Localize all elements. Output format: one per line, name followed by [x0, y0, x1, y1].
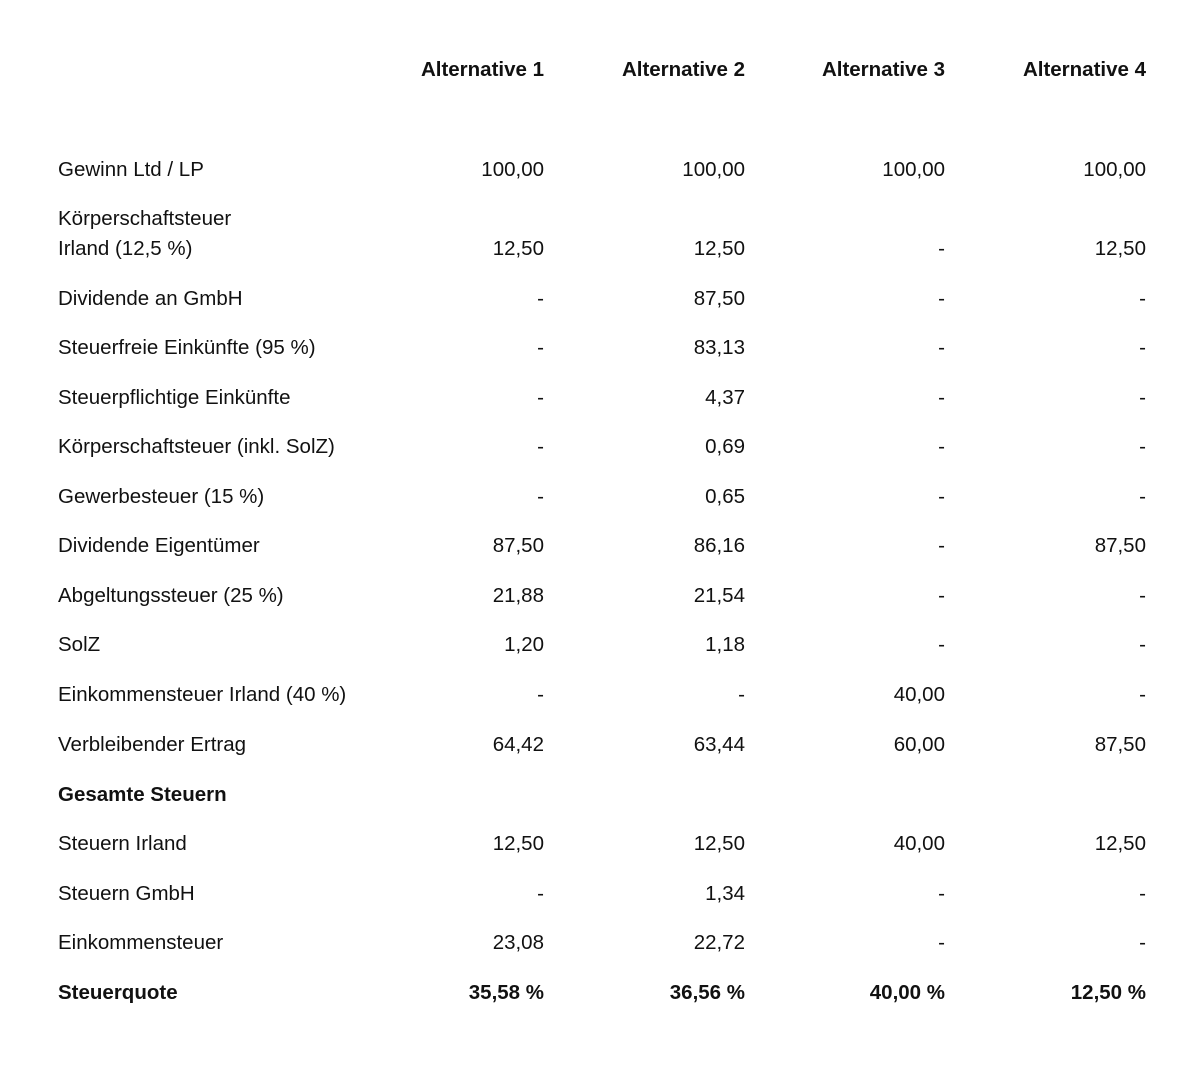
row-value-alt-4: -: [1139, 931, 1146, 954]
row-value-alt-3: -: [938, 485, 945, 508]
row-label: SolZ: [58, 633, 101, 656]
row-value-alt-3: -: [938, 435, 945, 458]
row-value-alt-2: 83,13: [693, 336, 745, 359]
row-value-alt-4: 87,50: [1094, 534, 1146, 557]
row-label: Gewerbesteuer (15 %): [58, 485, 265, 508]
row-value-alt-4: -: [1139, 287, 1146, 310]
row-value-alt-4: 87,50: [1094, 733, 1146, 756]
row-value-alt-1: 1,20: [504, 633, 544, 656]
row-value-alt-1: 12,50: [492, 832, 544, 855]
row-value-alt-2: -: [738, 683, 745, 706]
row-value-alt-2: 86,16: [693, 534, 745, 557]
row-label: Einkommensteuer Irland (40 %): [58, 683, 347, 706]
table-header: [0, 58, 1202, 86]
row-value-alt-4: 12,50: [1094, 832, 1146, 855]
row-value-alt-2: 1,34: [705, 882, 745, 905]
row-value-alt-3: -: [938, 931, 945, 954]
row-value-alt-2: 21,54: [693, 584, 745, 607]
row-value-alt-4: -: [1139, 584, 1146, 607]
row-value-alt-1: -: [537, 683, 544, 706]
row-value-alt-3: 40,00: [893, 832, 945, 855]
row-value-alt-4: -: [1139, 386, 1146, 409]
row-label: Verbleibender Ertrag: [58, 733, 247, 756]
row-label: Steuerfreie Einkünfte (95 %): [58, 336, 316, 359]
row-value-alt-2: 87,50: [693, 287, 745, 310]
row-value-alt-4: -: [1139, 485, 1146, 508]
row-label: Steuern GmbH: [58, 882, 195, 905]
row-value-alt-1: 12,50: [492, 237, 544, 260]
row-value-alt-3: -: [938, 237, 945, 260]
row-value-alt-4: -: [1139, 336, 1146, 359]
row-value-alt-3: 40,00 %: [869, 981, 945, 1004]
row-value-alt-3: -: [938, 584, 945, 607]
row-value-alt-1: -: [537, 287, 544, 310]
row-value-alt-2: 63,44: [693, 733, 745, 756]
row-value-alt-2: 0,69: [705, 435, 745, 458]
row-value-alt-1: 35,58 %: [468, 981, 544, 1004]
row-value-alt-4: -: [1139, 683, 1146, 706]
row-value-alt-3: -: [938, 633, 945, 656]
row-value-alt-1: 87,50: [492, 534, 544, 557]
row-value-alt-2: 0,65: [705, 485, 745, 508]
row-value-alt-1: 64,42: [492, 733, 544, 756]
column-header-alternative-1: Alternative 1: [420, 58, 544, 81]
row-value-alt-1: -: [537, 386, 544, 409]
row-label: Dividende Eigentümer: [58, 534, 260, 557]
row-value-alt-1: 23,08: [492, 931, 544, 954]
row-value-alt-3: 40,00: [893, 683, 945, 706]
row-value-alt-4: 12,50 %: [1070, 981, 1146, 1004]
row-value-alt-2: 12,50: [693, 832, 745, 855]
row-value-alt-2: 22,72: [693, 931, 745, 954]
row-value-alt-1: -: [537, 485, 544, 508]
row-label-line-2: Irland (12,5 %): [58, 237, 193, 260]
row-value-alt-3: -: [938, 882, 945, 905]
row-value-alt-4: -: [1139, 882, 1146, 905]
column-header-alternative-3: Alternative 3: [821, 58, 945, 81]
row-value-alt-2: 100,00: [682, 158, 745, 181]
row-value-alt-4: 12,50: [1094, 237, 1146, 260]
row-value-alt-2: 12,50: [693, 237, 745, 260]
row-value-alt-2: 1,18: [705, 633, 745, 656]
row-label: Gewinn Ltd / LP: [58, 158, 204, 181]
row-value-alt-4: -: [1139, 633, 1146, 656]
row-value-alt-1: 100,00: [481, 158, 544, 181]
row-label: Steuerquote: [58, 981, 178, 1004]
row-value-alt-3: 60,00: [893, 733, 945, 756]
row-value-alt-1: -: [537, 336, 544, 359]
row-value-alt-1: 21,88: [492, 584, 544, 607]
row-value-alt-4: 100,00: [1083, 158, 1146, 181]
row-value-alt-3: -: [938, 336, 945, 359]
row-label: Einkommensteuer: [58, 931, 224, 954]
row-value-alt-1: -: [537, 882, 544, 905]
row-label: Abgeltungssteuer (25 %): [58, 584, 284, 607]
section-heading: Gesamte Steuern: [58, 783, 227, 806]
row-label: Körperschaftsteuer (inkl. SolZ): [58, 435, 335, 458]
row-label: Steuerpflichtige Einkünfte: [58, 386, 291, 409]
row-value-alt-4: -: [1139, 435, 1146, 458]
row-label: Steuern Irland: [58, 832, 187, 855]
row-value-alt-2: 36,56 %: [669, 981, 745, 1004]
row-value-alt-1: -: [537, 435, 544, 458]
row-value-alt-3: -: [938, 386, 945, 409]
row-value-alt-2: 4,37: [705, 386, 745, 409]
column-header-alternative-4: Alternative 4: [1022, 58, 1146, 81]
row-value-alt-3: -: [938, 534, 945, 557]
row-value-alt-3: -: [938, 287, 945, 310]
row-value-alt-3: 100,00: [882, 158, 945, 181]
row-label-line-1: Körperschaftsteuer: [58, 207, 232, 230]
column-header-alternative-2: Alternative 2: [621, 58, 745, 81]
row-label: Dividende an GmbH: [58, 287, 243, 310]
